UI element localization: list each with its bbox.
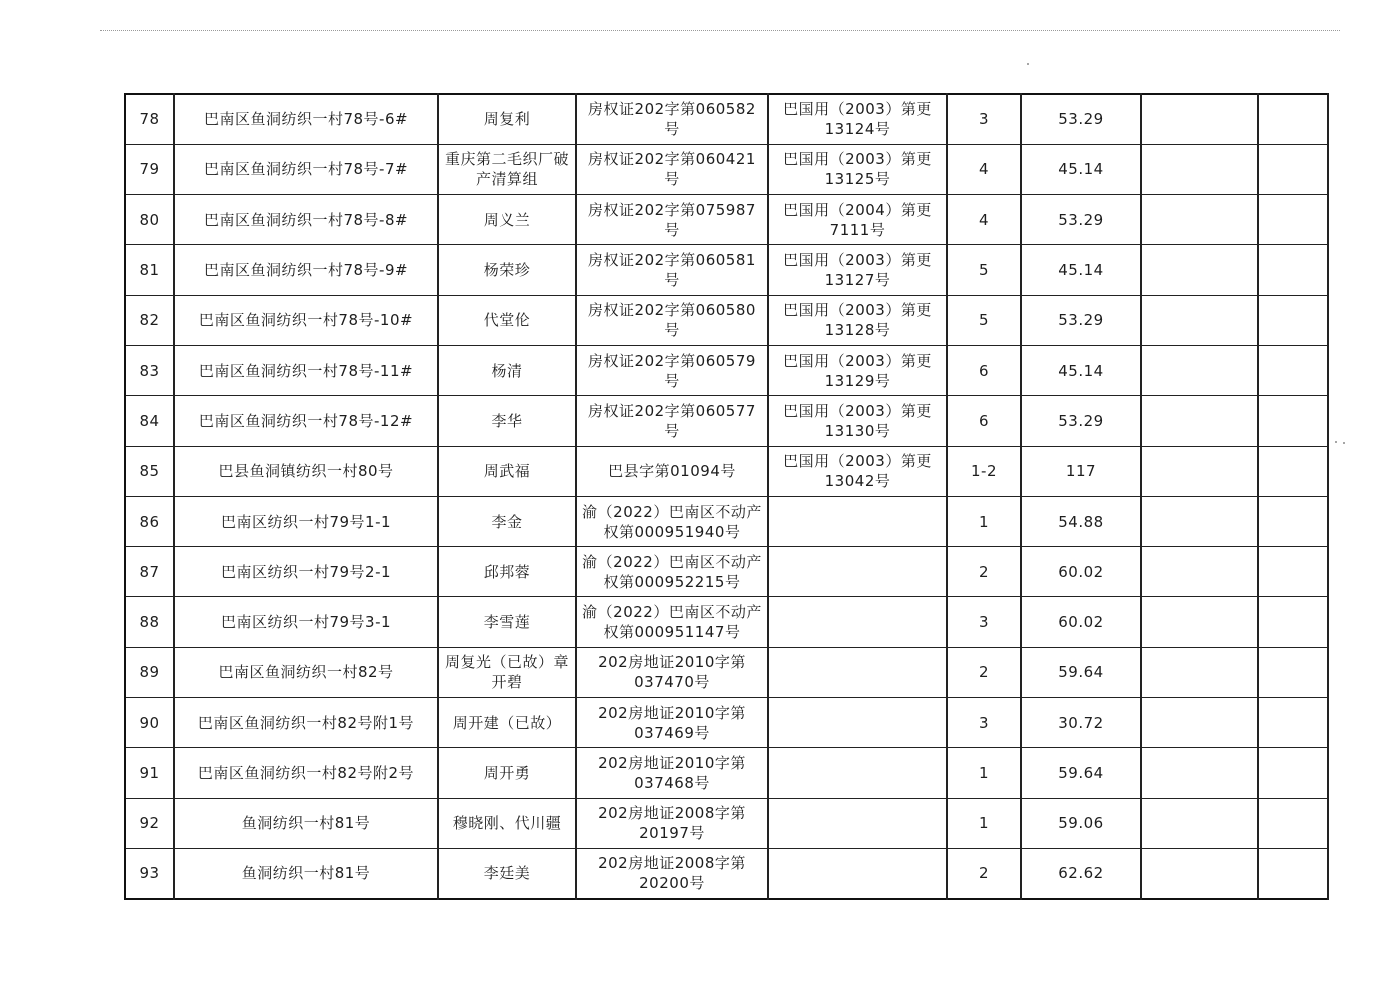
address-cell: 巴南区鱼洞纺织一村78号-12# [174, 396, 438, 446]
table-row [125, 647, 1328, 697]
table-row [125, 496, 1328, 546]
blank-cell [1258, 245, 1328, 295]
blank-cell [1141, 848, 1258, 898]
area-cell: 60.02 [1021, 597, 1141, 647]
land-certificate-cell [768, 848, 947, 898]
floor-cell: 3 [947, 597, 1021, 647]
blank-cell [1258, 144, 1328, 194]
floor-cell: 6 [947, 396, 1021, 446]
owner-cell: 周义兰 [438, 195, 576, 245]
owner-cell: 周复利 [438, 94, 576, 144]
floor-cell: 3 [947, 698, 1021, 748]
row-number-cell: 87 [125, 547, 174, 597]
floor-cell: 3 [947, 94, 1021, 144]
area-cell: 62.62 [1021, 848, 1141, 898]
blank-cell [1258, 798, 1328, 848]
row-number-cell: 82 [125, 295, 174, 345]
area-cell: 59.64 [1021, 748, 1141, 798]
address-cell: 巴南区鱼洞纺织一村78号-11# [174, 345, 438, 395]
land-certificate-cell: 巴国用（2003）第更13130号 [768, 396, 947, 446]
owner-cell: 代堂伦 [438, 295, 576, 345]
blank-cell [1258, 547, 1328, 597]
area-cell: 45.14 [1021, 144, 1141, 194]
address-cell: 巴南区鱼洞纺织一村82号附2号 [174, 748, 438, 798]
table-body [125, 94, 1328, 899]
property-certificate-cell: 房权证202字第060581号 [576, 245, 768, 295]
address-cell: 巴南区鱼洞纺织一村82号 [174, 647, 438, 697]
area-cell: 53.29 [1021, 396, 1141, 446]
row-number-cell: 85 [125, 446, 174, 496]
land-certificate-cell [768, 698, 947, 748]
table-row [125, 698, 1328, 748]
owner-cell: 杨清 [438, 345, 576, 395]
land-certificate-cell: 巴国用（2003）第更13124号 [768, 94, 947, 144]
row-number-cell: 88 [125, 597, 174, 647]
blank-cell [1141, 295, 1258, 345]
row-number-cell: 84 [125, 396, 174, 446]
row-number-cell: 89 [125, 647, 174, 697]
floor-cell: 1 [947, 798, 1021, 848]
table-row [125, 547, 1328, 597]
table-row [125, 195, 1328, 245]
owner-cell: 邱邦蓉 [438, 547, 576, 597]
land-certificate-cell [768, 597, 947, 647]
table-row [125, 345, 1328, 395]
owner-cell: 周武福 [438, 446, 576, 496]
address-cell: 巴南区鱼洞纺织一村78号-7# [174, 144, 438, 194]
blank-cell [1141, 446, 1258, 496]
row-number-cell: 83 [125, 345, 174, 395]
blank-cell [1141, 698, 1258, 748]
blank-cell [1258, 647, 1328, 697]
table-row [125, 144, 1328, 194]
table-row [125, 245, 1328, 295]
table-row [125, 446, 1328, 496]
floor-cell: 4 [947, 195, 1021, 245]
address-cell: 巴南区鱼洞纺织一村78号-6# [174, 94, 438, 144]
address-cell: 巴南区纺织一村79号3-1 [174, 597, 438, 647]
owner-cell: 李雪莲 [438, 597, 576, 647]
land-certificate-cell [768, 496, 947, 546]
area-cell: 53.29 [1021, 295, 1141, 345]
row-number-cell: 92 [125, 798, 174, 848]
land-certificate-cell: 巴国用（2003）第更13128号 [768, 295, 947, 345]
land-certificate-cell: 巴国用（2003）第更13127号 [768, 245, 947, 295]
blank-cell [1258, 446, 1328, 496]
property-certificate-cell: 202房地证2010字第037470号 [576, 647, 768, 697]
table-row [125, 848, 1328, 898]
row-number-cell: 81 [125, 245, 174, 295]
property-certificate-cell: 房权证202字第060580号 [576, 295, 768, 345]
property-certificate-cell: 202房地证2008字第20197号 [576, 798, 768, 848]
row-number-cell: 80 [125, 195, 174, 245]
owner-cell: 周开建（已故） [438, 698, 576, 748]
area-cell: 117 [1021, 446, 1141, 496]
floor-cell: 5 [947, 295, 1021, 345]
land-certificate-cell: 巴国用（2003）第更13125号 [768, 144, 947, 194]
table-row [125, 798, 1328, 848]
blank-cell [1141, 94, 1258, 144]
blank-cell [1258, 94, 1328, 144]
property-certificate-cell: 渝（2022）巴南区不动产权第000951147号 [576, 597, 768, 647]
area-cell: 59.64 [1021, 647, 1141, 697]
owner-cell: 李金 [438, 496, 576, 546]
blank-cell [1141, 547, 1258, 597]
address-cell: 鱼洞纺织一村81号 [174, 848, 438, 898]
address-cell: 巴县鱼洞镇纺织一村80号 [174, 446, 438, 496]
property-certificate-cell: 巴县字第01094号 [576, 446, 768, 496]
blank-cell [1141, 748, 1258, 798]
land-certificate-cell [768, 798, 947, 848]
blank-cell [1141, 597, 1258, 647]
address-cell: 巴南区鱼洞纺织一村78号-10# [174, 295, 438, 345]
property-certificate-cell: 202房地证2010字第037468号 [576, 748, 768, 798]
property-certificate-cell: 房权证202字第060421号 [576, 144, 768, 194]
blank-cell [1141, 245, 1258, 295]
address-cell: 巴南区鱼洞纺织一村82号附1号 [174, 698, 438, 748]
blank-cell [1258, 597, 1328, 647]
land-certificate-cell: 巴国用（2003）第更13042号 [768, 446, 947, 496]
address-cell: 巴南区纺织一村79号2-1 [174, 547, 438, 597]
property-certificate-cell: 渝（2022）巴南区不动产权第000952215号 [576, 547, 768, 597]
table-row [125, 94, 1328, 144]
blank-cell [1258, 748, 1328, 798]
scan-edge-line [100, 30, 1340, 31]
blank-cell [1258, 698, 1328, 748]
blank-cell [1141, 144, 1258, 194]
owner-cell: 周复光（已故）章开碧 [438, 647, 576, 697]
property-certificate-cell: 渝（2022）巴南区不动产权第000951940号 [576, 496, 768, 546]
land-certificate-cell [768, 748, 947, 798]
table-row [125, 295, 1328, 345]
table-row [125, 748, 1328, 798]
address-cell: 鱼洞纺织一村81号 [174, 798, 438, 848]
owner-cell: 穆晓刚、代川疆 [438, 798, 576, 848]
floor-cell: 1 [947, 496, 1021, 546]
area-cell: 53.29 [1021, 94, 1141, 144]
area-cell: 54.88 [1021, 496, 1141, 546]
address-cell: 巴南区纺织一村79号1-1 [174, 496, 438, 546]
land-certificate-cell [768, 647, 947, 697]
table-row [125, 597, 1328, 647]
area-cell: 45.14 [1021, 245, 1141, 295]
floor-cell: 6 [947, 345, 1021, 395]
table-row [125, 396, 1328, 446]
row-number-cell: 79 [125, 144, 174, 194]
area-cell: 53.29 [1021, 195, 1141, 245]
blank-cell [1258, 396, 1328, 446]
owner-cell: 周开勇 [438, 748, 576, 798]
floor-cell: 1 [947, 748, 1021, 798]
floor-cell: 5 [947, 245, 1021, 295]
property-certificate-cell: 房权证202字第060579号 [576, 345, 768, 395]
blank-cell [1258, 295, 1328, 345]
floor-cell: 2 [947, 647, 1021, 697]
property-certificate-cell: 房权证202字第060582号 [576, 94, 768, 144]
row-number-cell: 93 [125, 848, 174, 898]
land-certificate-cell: 巴国用（2003）第更13129号 [768, 345, 947, 395]
area-cell: 45.14 [1021, 345, 1141, 395]
floor-cell: 4 [947, 144, 1021, 194]
land-certificate-cell [768, 547, 947, 597]
scan-speck [1027, 63, 1029, 65]
property-certificate-cell: 202房地证2008字第20200号 [576, 848, 768, 898]
blank-cell [1141, 798, 1258, 848]
floor-cell: 2 [947, 547, 1021, 597]
blank-cell [1258, 195, 1328, 245]
row-number-cell: 86 [125, 496, 174, 546]
area-cell: 59.06 [1021, 798, 1141, 848]
row-number-cell: 78 [125, 94, 174, 144]
area-cell: 30.72 [1021, 698, 1141, 748]
owner-cell: 重庆第二毛织厂破产清算组 [438, 144, 576, 194]
property-register-table [124, 93, 1329, 900]
property-certificate-cell: 房权证202字第060577号 [576, 396, 768, 446]
address-cell: 巴南区鱼洞纺织一村78号-9# [174, 245, 438, 295]
blank-cell [1141, 496, 1258, 546]
floor-cell: 2 [947, 848, 1021, 898]
owner-cell: 李华 [438, 396, 576, 446]
scan-speck [1343, 442, 1345, 444]
blank-cell [1141, 195, 1258, 245]
property-certificate-cell: 房权证202字第075987号 [576, 195, 768, 245]
owner-cell: 李廷美 [438, 848, 576, 898]
blank-cell [1258, 848, 1328, 898]
area-cell: 60.02 [1021, 547, 1141, 597]
row-number-cell: 91 [125, 748, 174, 798]
land-certificate-cell: 巴国用（2004）第更7111号 [768, 195, 947, 245]
blank-cell [1141, 345, 1258, 395]
scan-speck [1335, 441, 1337, 443]
blank-cell [1141, 396, 1258, 446]
blank-cell [1141, 647, 1258, 697]
owner-cell: 杨荣珍 [438, 245, 576, 295]
blank-cell [1258, 496, 1328, 546]
row-number-cell: 90 [125, 698, 174, 748]
property-certificate-cell: 202房地证2010字第037469号 [576, 698, 768, 748]
floor-cell: 1-2 [947, 446, 1021, 496]
blank-cell [1258, 345, 1328, 395]
address-cell: 巴南区鱼洞纺织一村78号-8# [174, 195, 438, 245]
